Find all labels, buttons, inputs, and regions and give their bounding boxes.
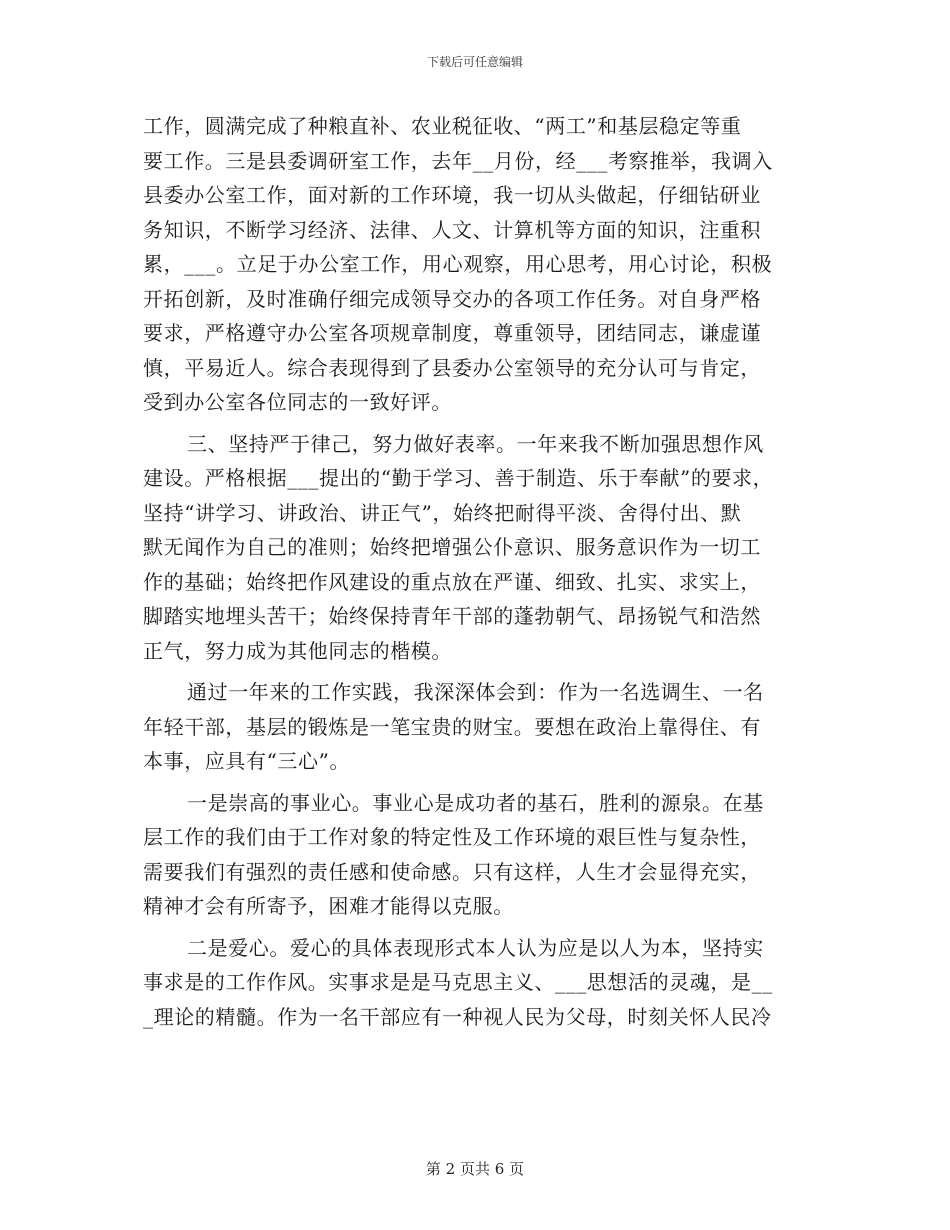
text-line: 坚持“讲学习、讲政治、讲正气”，始终把耐得平淡、舍得付出、默 — [143, 500, 742, 525]
document-body — [143, 109, 808, 1034]
text-line: 年轻干部，基层的锻炼是一笔宝贵的财宝。要想在政治上靠得住、有 — [143, 714, 761, 739]
text-line: 建设。严格根据___提出的“勤于学习、善于制造、乐于奉献”的要求， — [143, 466, 774, 490]
text-line: 工作，圆满完成了种粮直补、农业税征收、“两工”和基层稳定等重 — [143, 114, 742, 138]
paragraph — [143, 427, 808, 669]
text-line: 层工作的我们由于工作对象的特定性及工作环境的艰巨性与复杂性， — [143, 825, 761, 849]
text-line: 一是崇高的事业心。事业心是成功者的基石，胜利的源泉。在基 — [187, 790, 764, 815]
text-line: 本事，应具有“三心”。 — [143, 749, 351, 773]
text-line: 要工作。三是县委调研室工作，去年__月份，经___考察推举，我调入 — [143, 148, 773, 173]
text-line: 务知识，不断学习经济、法律、人文、计算机等方面的知识，注重积 — [143, 217, 761, 242]
text-line: 作的基础；始终把作风建设的重点放在严谨、细致、扎实、求实上， — [143, 569, 761, 594]
text-line: 精神才会有所寄予，困难才能得以克服。 — [143, 894, 514, 918]
page-header: 下载后可任意编辑 — [426, 55, 523, 69]
text-line: 要求，严格遵守办公室各项规章制度，尊重领导，团结同志，谦虚谨 — [143, 321, 761, 345]
paragraph — [143, 675, 808, 779]
text-line: 受到办公室各位同志的一致好评。 — [143, 390, 452, 414]
text-line: 三、坚持严于律己，努力做好表率。一年来我不断加强思想作风 — [187, 431, 764, 456]
text-line: 二是爱心。爱心的具体表现形式本人认为应是以人为本，坚持实 — [187, 935, 764, 960]
text-line: 累，___。立足于办公室工作，用心观察，用心思考，用心讨论，积极 — [143, 252, 773, 276]
text-line: _理论的精髓。作为一名干部应有一种视人民为父母，时刻关怀人民冷 — [143, 1004, 772, 1029]
paragraph — [143, 931, 808, 1035]
text-line: 慎，平易近人。综合表现得到了县委办公室领导的充分认可与肯定， — [143, 355, 761, 380]
text-line: 脚踏实地埋头苦干；始终保持青年干部的蓬勃朝气、昂扬锐气和浩然 — [143, 604, 761, 628]
text-line: 县委办公室工作，面对新的工作环境，我一切从头做起，仔细钻研业 — [143, 183, 761, 207]
paragraph — [143, 786, 808, 924]
paragraph — [143, 109, 808, 420]
text-line: 正气，努力成为其他同志的楷模。 — [143, 638, 452, 663]
text-line: 默无闻作为自己的准则；始终把增强公仆意识、服务意识作为一切工 — [143, 535, 761, 559]
text-line: 事求是的工作作风。实事求是是马克思主义、___思想活的灵魂，是__ — [143, 970, 773, 994]
text-line: 需要我们有强烈的责任感和使命感。只有这样，人生才会显得充实， — [143, 859, 761, 884]
text-line: 开拓创新，及时准确仔细完成领导交办的各项工作任务。对自身严格 — [143, 286, 761, 311]
text-line: 通过一年来的工作实践，我深深体会到：作为一名选调生、一名 — [187, 680, 764, 704]
page-number: 第 2 页共 6 页 — [425, 1160, 525, 1178]
